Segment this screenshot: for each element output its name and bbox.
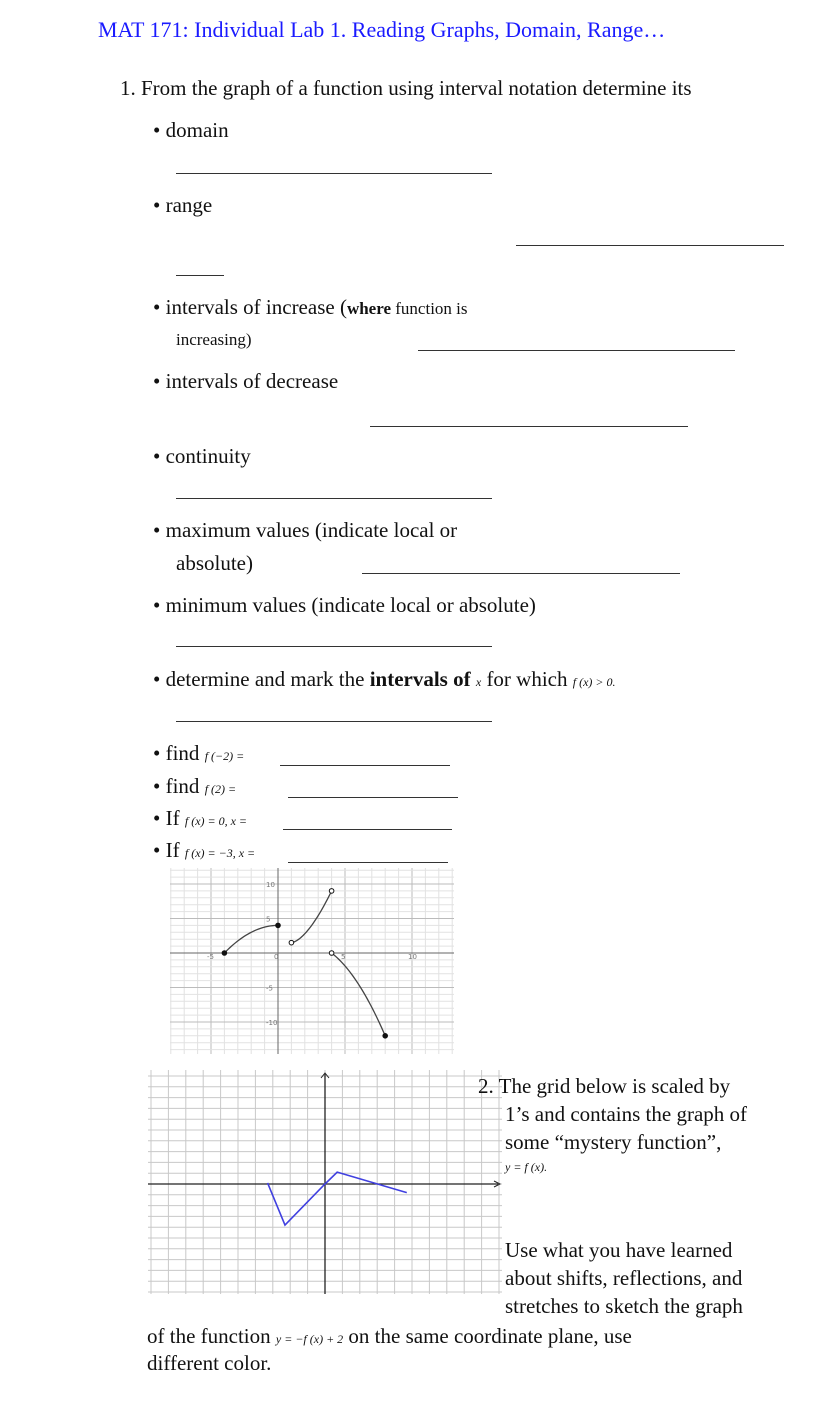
q2-line-2: 1’s and contains the graph of: [505, 1102, 748, 1126]
x-tick-label: 0: [274, 953, 279, 961]
answer-line-range-cont[interactable]: [176, 275, 224, 276]
bullet-minimum: • minimum values (indicate local or absolute): [153, 593, 536, 617]
bullet-maximum: • maximum values (indicate local or: [153, 518, 458, 542]
bullet-increase: • intervals of increase (where function is: [153, 295, 468, 319]
y-tick-label: 10: [266, 881, 275, 889]
bullet-if-fneg3: • If f (x) = −3, x =: [153, 838, 256, 862]
q2-line-1: 2. The grid below is scaled by: [478, 1074, 731, 1098]
open-point: [289, 940, 294, 945]
x-tick-label: 5: [341, 953, 346, 961]
y-tick-label: 5: [266, 915, 271, 924]
y-tick-label: -10: [266, 1019, 278, 1027]
closed-point: [222, 951, 227, 956]
x-tick-label: -5: [207, 953, 214, 961]
function-graph-1: [170, 868, 454, 1054]
page-title: MAT 171: Individual Lab 1. Reading Graphs, Domain, Range…: [98, 17, 666, 42]
bullet-continuity: • continuity: [153, 444, 251, 468]
answer-line-f2[interactable]: [288, 797, 458, 798]
maximum-line2: absolute): [176, 551, 253, 575]
q2-line-5: about shifts, reflections, and: [505, 1266, 743, 1290]
answer-line-decrease[interactable]: [370, 426, 688, 427]
mystery-function-graph[interactable]: [148, 1070, 502, 1294]
q2-line-4: Use what you have learned: [505, 1238, 733, 1262]
bullet-range: • range: [153, 193, 213, 217]
bullet-decrease: • intervals of decrease: [153, 369, 339, 393]
bullet-if-f0: • If f (x) = 0, x =: [153, 806, 248, 830]
q2-line-6: stretches to sketch the graph: [505, 1294, 743, 1318]
open-point: [329, 951, 334, 956]
q2-line-8: different color.: [147, 1351, 272, 1375]
x-tick-label: 10: [408, 953, 417, 961]
question-1-prompt: 1. From the graph of a function using interval notation determine its: [120, 76, 692, 100]
answer-line-maximum[interactable]: [362, 573, 680, 574]
bullet-positive-intervals: • determine and mark the intervals of x for which f (x) > 0.: [153, 667, 616, 691]
y-tick-label: -5: [266, 984, 273, 993]
q2-function: y = f (x).: [505, 1160, 548, 1174]
answer-line-continuity[interactable]: [176, 498, 492, 499]
q2-line-3: some “mystery function”,: [505, 1130, 722, 1154]
mystery-function-line: [268, 1172, 407, 1225]
bullet-find-f2: • find f (2) =: [153, 774, 237, 798]
answer-line-fneg3[interactable]: [288, 862, 448, 863]
answer-line-increase[interactable]: [418, 350, 735, 351]
curve-segment-2: [291, 891, 331, 943]
answer-line-positive[interactable]: [176, 721, 492, 722]
bullet-find-f-neg2: • find f (−2) =: [153, 741, 245, 765]
closed-point: [383, 1034, 388, 1039]
open-point: [329, 889, 334, 894]
answer-line-f0[interactable]: [283, 829, 452, 830]
answer-line-range[interactable]: [516, 245, 784, 246]
q2-line-7: of the function y = −f (x) + 2 on the same coordinate plane, use: [147, 1324, 632, 1348]
closed-point: [276, 923, 281, 928]
answer-line-minimum[interactable]: [176, 646, 492, 647]
answer-line-domain[interactable]: [176, 173, 492, 174]
bullet-domain: • domain: [153, 118, 229, 142]
answer-line-f-neg2[interactable]: [280, 765, 450, 766]
increase-line2: increasing): [176, 330, 252, 349]
